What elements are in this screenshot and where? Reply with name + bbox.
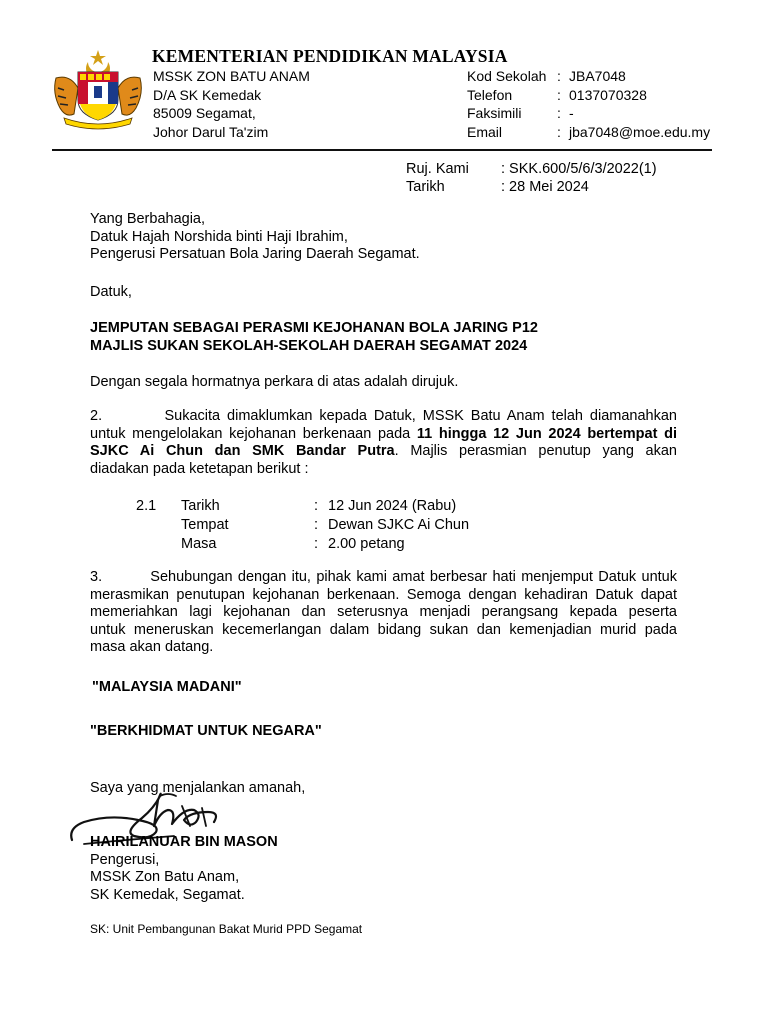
para2-text: . Majlis perasmian penutup yang akan	[394, 443, 677, 459]
address-line: D/A SK Kemedak	[153, 86, 262, 103]
contact-value: -	[569, 105, 574, 121]
recipient-line: Datuk Hajah Norshida binti Haji Ibrahim,	[90, 228, 348, 245]
paragraph-3	[90, 569, 677, 657]
para3-line: merasmikan penutupan kejohanan berkenaan. Semoga dengan kehadiran Datuk dapat	[90, 586, 677, 603]
recipient-line: Yang Berbahagia,	[90, 211, 206, 227]
para2-bold-dates: 11 hingga 12 Jun 2024 bertempat di	[416, 425, 677, 442]
detail-row-tempat	[136, 516, 469, 535]
para2-line	[90, 426, 677, 444]
salutation: Datuk,	[90, 284, 132, 300]
subject-heading	[90, 320, 538, 355]
contact-row-kod	[467, 67, 710, 86]
contact-row-email	[467, 123, 710, 142]
para2-text: untuk mengelolakan kejohanan berkenaan pada	[90, 425, 417, 442]
address-line: Johor Darul Ta'zim	[153, 123, 269, 140]
recipient-line: Pengerusi Persatuan Bola Jaring Daerah Segamat.	[90, 246, 420, 262]
signatory-name: HAIRILANUAR BIN MASON	[90, 834, 278, 850]
contact-sep: :	[557, 86, 561, 103]
para2-line: diadakan pada ketetapan berikut :	[90, 460, 309, 477]
detail-number: 2.1	[136, 498, 157, 514]
address-line: 85009 Segamat,	[153, 105, 256, 121]
ref-label: Ruj. Kami	[406, 161, 469, 177]
contact-label: Email	[467, 123, 503, 140]
slogan-berkhidmat: "BERKHIDMAT UNTUK NEGARA"	[90, 723, 322, 739]
carbon-copy: SK: Unit Pembangunan Bakat Murid PPD Segamat	[90, 922, 363, 936]
event-details	[136, 497, 469, 554]
detail-row-masa	[136, 535, 469, 554]
para3-text: Sehubungan dengan itu, pihak kami amat berbesar hati menjemput Datuk untuk	[150, 569, 677, 585]
para2-line	[90, 443, 677, 461]
detail-sep: :	[314, 498, 319, 514]
recipient-block	[90, 211, 420, 264]
contact-info	[467, 67, 710, 141]
detail-label: Masa	[181, 536, 217, 552]
detail-sep: :	[314, 536, 319, 552]
signatory-line: Pengerusi,	[90, 851, 160, 868]
subject-line: JEMPUTAN SEBAGAI PERASMI KEJOHANAN BOLA JARING P12	[90, 320, 538, 336]
contact-label: Telefon	[467, 86, 513, 103]
reference-block	[406, 160, 657, 196]
paragraph-1: Dengan segala hormatnya perkara di atas adalah dirujuk.	[90, 374, 459, 390]
contact-sep: :	[557, 123, 561, 140]
ref-value: : 28 Mei 2024	[501, 179, 589, 195]
detail-row-tarikh	[136, 497, 469, 516]
para3-line: memeriahkan lagi kejohanan dan seterusnya menjadi perangsang kepada peserta	[90, 604, 677, 620]
contact-value: JBA7048	[569, 68, 626, 84]
ref-row	[406, 160, 657, 178]
para2-text: Sukacita dimaklumkan kepada Datuk, MSSK Batu Anam telah diamanahkan	[164, 408, 677, 424]
contact-value: 0137070328	[569, 86, 647, 103]
para2-bold-venue: SJKC Ai Chun dan SMK Bandar Putra	[90, 443, 395, 459]
signatory-line: MSSK Zon Batu Anam,	[90, 869, 240, 885]
para3-line	[90, 569, 677, 587]
contact-label: Kod Sekolah	[467, 68, 547, 84]
signatory-line: SK Kemedak, Segamat.	[90, 886, 245, 903]
ref-label: Tarikh	[406, 179, 445, 195]
para2-line	[90, 408, 677, 426]
detail-value: 2.00 petang	[328, 536, 405, 552]
subject-line: MAJLIS SUKAN SEKOLAH-SEKOLAH DAERAH SEGAMAT 2024	[90, 337, 528, 354]
paragraph-2	[90, 408, 677, 478]
para3-number: 3.	[90, 569, 103, 585]
detail-value: Dewan SJKC Ai Chun	[328, 517, 470, 533]
address-line: MSSK ZON BATU ANAM	[153, 68, 310, 84]
ministry-title: KEMENTERIAN PENDIDIKAN MALAYSIA	[152, 46, 508, 66]
para3-line: untuk meneruskan kecemerlangan dalam bidang sukan dan kemenjadian murid pada	[90, 621, 677, 638]
header-divider	[52, 149, 712, 151]
detail-value: 12 Jun 2024 (Rabu)	[328, 498, 457, 514]
signatory-block	[90, 834, 278, 904]
contact-row-faksimili	[467, 104, 710, 123]
para3-line: masa akan datang.	[90, 639, 214, 655]
closing-line: Saya yang menjalankan amanah,	[90, 780, 306, 796]
email-link[interactable]: jba7048@moe.edu.my	[569, 123, 711, 140]
school-address	[153, 67, 310, 141]
ref-value: : SKK.600/5/6/3/2022(1)	[501, 161, 657, 177]
ref-row	[406, 178, 657, 196]
detail-sep: :	[314, 517, 319, 533]
detail-label: Tempat	[181, 517, 229, 533]
para2-number: 2.	[90, 408, 103, 424]
contact-row-telefon	[467, 86, 710, 105]
slogan-malaysia-madani: "MALAYSIA MADANI"	[92, 679, 242, 695]
contact-sep: :	[557, 105, 561, 121]
coat-of-arms-icon	[50, 48, 146, 130]
detail-label: Tarikh	[181, 498, 220, 514]
contact-sep: :	[557, 68, 561, 84]
contact-label: Faksimili	[467, 105, 522, 121]
